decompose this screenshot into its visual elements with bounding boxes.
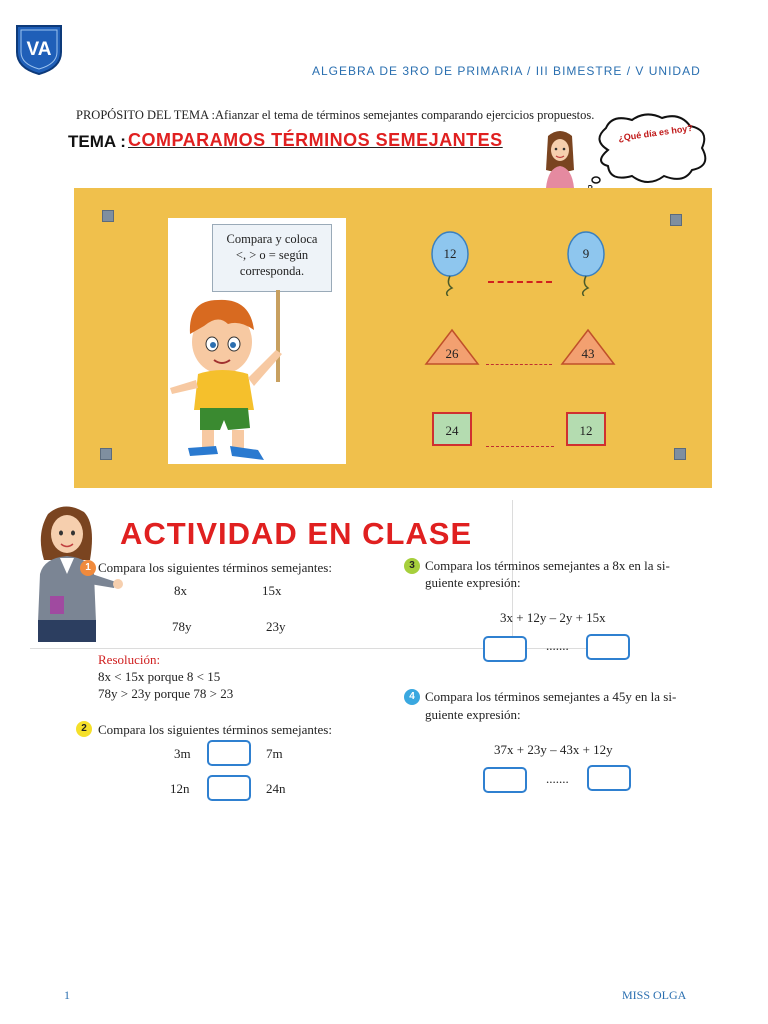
instruction-sign [212,224,332,292]
q3-expression: 3x + 12y – 2y + 15x [500,610,606,625]
thought-cloud-icon [588,110,712,190]
q1-term: 78y [172,619,192,634]
q4-expression: 37x + 23y – 43x + 12y [494,742,613,757]
resolucion-line: 78y > 23y porque 78 > 23 [98,686,234,701]
question-number-badge: 4 [404,689,420,705]
q1-term: 8x [174,583,187,598]
q4-text: Compara los términos semejantes a 45y en la si- [425,689,677,704]
balloon-icon [430,230,470,296]
tema-label: TEMA : [68,132,126,151]
q1-text: Compara los siguientes términos semejantes: [98,560,332,575]
panel-handle [674,448,686,460]
answer-box[interactable] [587,765,631,791]
instruction-line: <, > o = según [235,248,309,262]
school-logo-icon [12,22,66,76]
answer-box[interactable] [483,767,527,793]
tema-title: COMPARAMOS TÉRMINOS SEMEJANTES [128,130,503,150]
activity-title: ACTIVIDAD EN CLASE [120,516,473,551]
boy-illustration-icon [168,290,298,464]
question-number-badge: 3 [404,558,420,574]
q3-text: Compara los términos semejantes a 8x en la si- [425,558,670,573]
q4-dots: ....... [546,771,569,786]
answer-line[interactable] [486,364,552,365]
answer-box[interactable] [207,775,251,801]
girl-illustration-icon [540,130,580,188]
instruction-line: Compara y coloca [226,232,318,246]
triangle-left-value: 26 [445,346,459,361]
cloud-text: ¿Qué día es hoy? [617,122,694,144]
q2-term: 3m [174,746,191,761]
panel-handle [670,214,682,226]
question-number-badge: 1 [80,560,96,576]
proposito-text: PROPÓSITO DEL TEMA :Afianzar el tema de términos semejantes comparando ejercicios propuestos. [76,108,595,122]
resolucion-title: Resolución: [98,652,161,667]
q2-term: 24n [266,781,286,796]
resolucion-line: 8x < 15x porque 8 < 15 [98,669,221,684]
answer-box[interactable] [207,740,251,766]
balloon-right-value: 9 [582,246,590,261]
triangle-right-value: 43 [581,346,595,361]
q2-term: 12n [170,781,190,796]
question-number-badge: 2 [76,721,92,737]
square-left-value: 24 [432,412,472,446]
balloon-icon [566,230,606,296]
q3-text: guiente expresión: [425,575,521,590]
instruction-line: corresponda. [239,264,305,278]
answer-line[interactable] [488,281,552,283]
q4-text: guiente expresión: [425,707,521,722]
answer-box[interactable] [586,634,630,660]
q3-dots: ....... [546,638,569,653]
logo-text: VA [26,39,52,60]
q1-term: 23y [266,619,286,634]
balloon-left-value: 12 [443,246,457,261]
square-right-value: 12 [566,412,606,446]
panel-handle [100,448,112,460]
page-number: 1 [64,988,70,1002]
answer-box[interactable] [483,636,527,662]
q2-term: 7m [266,746,283,761]
panel-handle [102,210,114,222]
q1-term: 15x [262,583,282,598]
answer-line[interactable] [486,446,554,447]
header-subtitle: ALGEBRA DE 3RO DE PRIMARIA / III BIMESTRE / V UNIDAD [312,64,701,78]
q2-text: Compara los siguientes términos semejantes: [98,722,332,737]
footer-author: MISS OLGA [622,988,687,1002]
